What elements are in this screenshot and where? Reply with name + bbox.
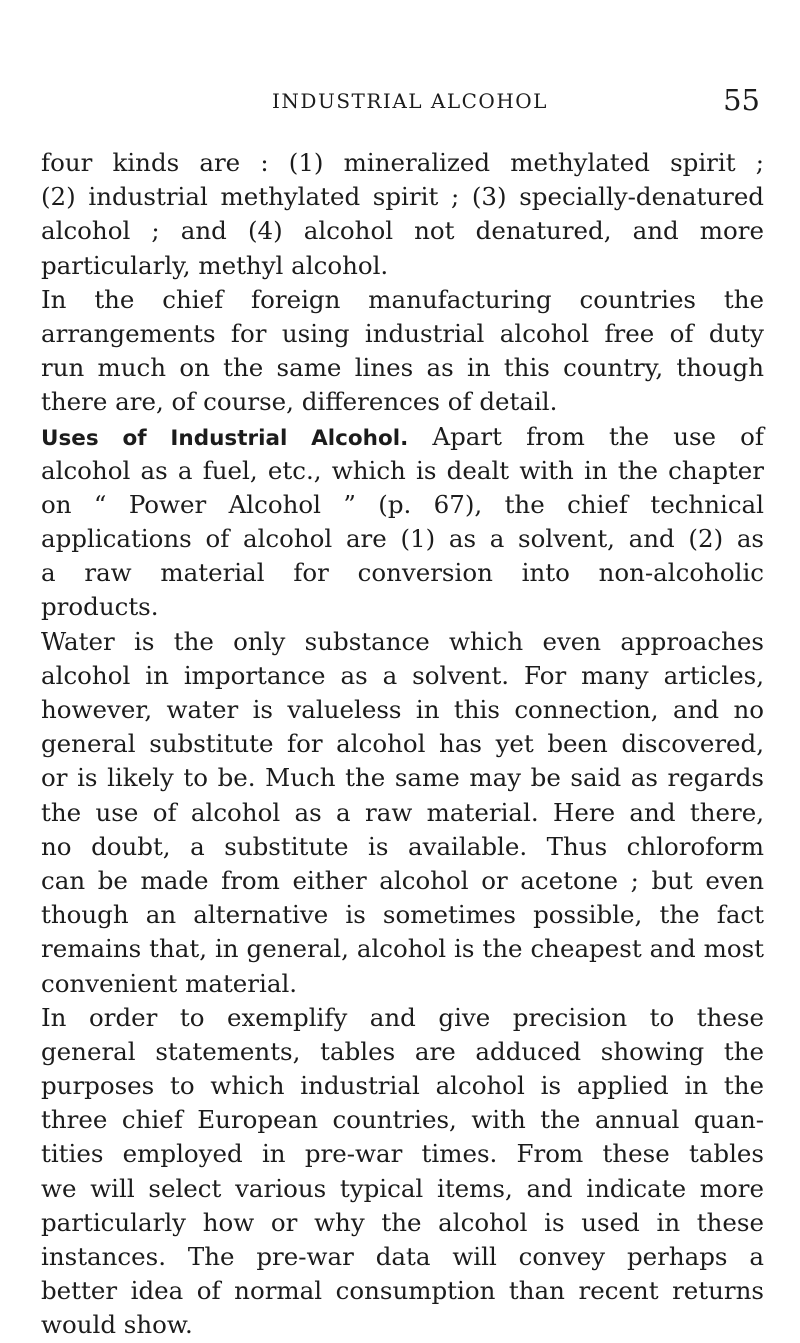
line-text: (2) industrial methylated spirit ; (3) specially-denatured xyxy=(41,182,764,212)
line-text: or is likely to be. Much the same may be said as regards xyxy=(41,763,764,793)
line-text: would show. xyxy=(41,1310,193,1340)
line-text: tities employed in pre-war times. From these tables xyxy=(41,1139,764,1169)
line-text: no doubt, a substitute is available. Thus chloroform xyxy=(41,831,764,861)
text-line xyxy=(41,830,764,864)
line-text: alcohol ; and (4) alcohol not denatured, and more xyxy=(41,216,764,246)
line-text: can be made from either alcohol or acetone ; but even xyxy=(41,865,764,895)
text-line xyxy=(41,420,764,454)
text-line xyxy=(41,727,764,761)
text-line xyxy=(41,317,764,351)
text-line xyxy=(41,1001,764,1035)
line-text: alcohol in importance as a solvent. For many articles, xyxy=(41,660,764,690)
line-text: run much on the same lines as in this country, though xyxy=(41,353,764,383)
text-line xyxy=(41,351,764,385)
body-text xyxy=(41,146,764,1343)
line-text: there are, of course, differences of detail. xyxy=(41,387,558,417)
line-text: four kinds are : (1) mineralized methylated spirit ; xyxy=(41,148,764,177)
text-line xyxy=(41,385,764,419)
text-line xyxy=(41,454,764,488)
line-text: instances. The pre-war data will convey perhaps a xyxy=(41,1242,764,1271)
line-text: products. xyxy=(41,592,159,622)
text-line xyxy=(41,1172,764,1206)
text-line xyxy=(41,522,764,556)
line-text: however, water is valueless in this connection, and no xyxy=(41,695,764,724)
line-text: remains that, in general, alcohol is the cheapest and most xyxy=(41,934,764,964)
running-head xyxy=(40,83,760,117)
line-text: Apart from the use of xyxy=(408,421,765,451)
text-line xyxy=(41,659,764,693)
line-text: a raw material for conversion into non-alcoholic xyxy=(41,558,764,588)
text-line xyxy=(41,1103,764,1137)
text-line xyxy=(41,1069,764,1103)
text-line xyxy=(41,864,764,898)
text-line xyxy=(41,1240,764,1274)
text-line xyxy=(41,214,764,248)
text-line xyxy=(41,249,764,283)
text-line xyxy=(41,1206,764,1240)
line-text: better idea of normal consumption than recent returns xyxy=(41,1276,764,1306)
text-line xyxy=(41,625,764,659)
text-line xyxy=(41,590,764,624)
line-text: three chief European countries, with the annual quan- xyxy=(41,1105,764,1135)
text-line xyxy=(41,932,764,966)
line-text: the use of alcohol as a raw material. Here and there, xyxy=(41,797,764,827)
text-line xyxy=(41,796,764,830)
text-line xyxy=(41,283,764,317)
text-line xyxy=(41,761,764,795)
page-number: 55 xyxy=(723,83,760,117)
text-line xyxy=(41,898,764,932)
text-line xyxy=(41,180,764,214)
line-text: In order to exemplify and give precision to these xyxy=(41,1002,764,1032)
text-line xyxy=(41,1308,764,1342)
line-text: convenient material. xyxy=(41,968,298,998)
line-text: particularly how or why the alcohol is used in these xyxy=(41,1207,764,1237)
line-text: purposes to which industrial alcohol is applied in the xyxy=(41,1071,764,1101)
line-text: though an alternative is sometimes possible, the fact xyxy=(41,900,764,930)
text-line xyxy=(41,1035,764,1069)
line-text: alcohol as a fuel, etc., which is dealt with in the chapter xyxy=(41,455,764,485)
line-text: we will select various typical items, and indicate more xyxy=(41,1173,764,1203)
line-text: In the chief foreign manufacturing countries the xyxy=(41,284,764,314)
section-heading: Uses of Industrial Alcohol. xyxy=(41,425,409,451)
running-title: INDUSTRIAL ALCOHOL xyxy=(272,89,548,113)
text-line xyxy=(41,967,764,1001)
text-line xyxy=(41,488,764,522)
text-line xyxy=(41,146,764,180)
text-line xyxy=(41,1137,764,1171)
line-text: on “ Power Alcohol ” (p. 67), the chief technical xyxy=(41,489,764,519)
text-line xyxy=(41,1274,764,1308)
text-line xyxy=(41,693,764,727)
line-text: general substitute for alcohol has yet been discovered, xyxy=(41,729,764,759)
line-text: particularly, methyl alcohol. xyxy=(41,250,389,280)
text-line xyxy=(41,556,764,590)
line-text: general statements, tables are adduced showing the xyxy=(41,1036,764,1066)
line-text: arrangements for using industrial alcohol free of duty xyxy=(41,318,764,348)
line-text: Water is the only substance which even approaches xyxy=(41,626,764,656)
line-text: applications of alcohol are (1) as a solvent, and (2) as xyxy=(41,524,764,554)
